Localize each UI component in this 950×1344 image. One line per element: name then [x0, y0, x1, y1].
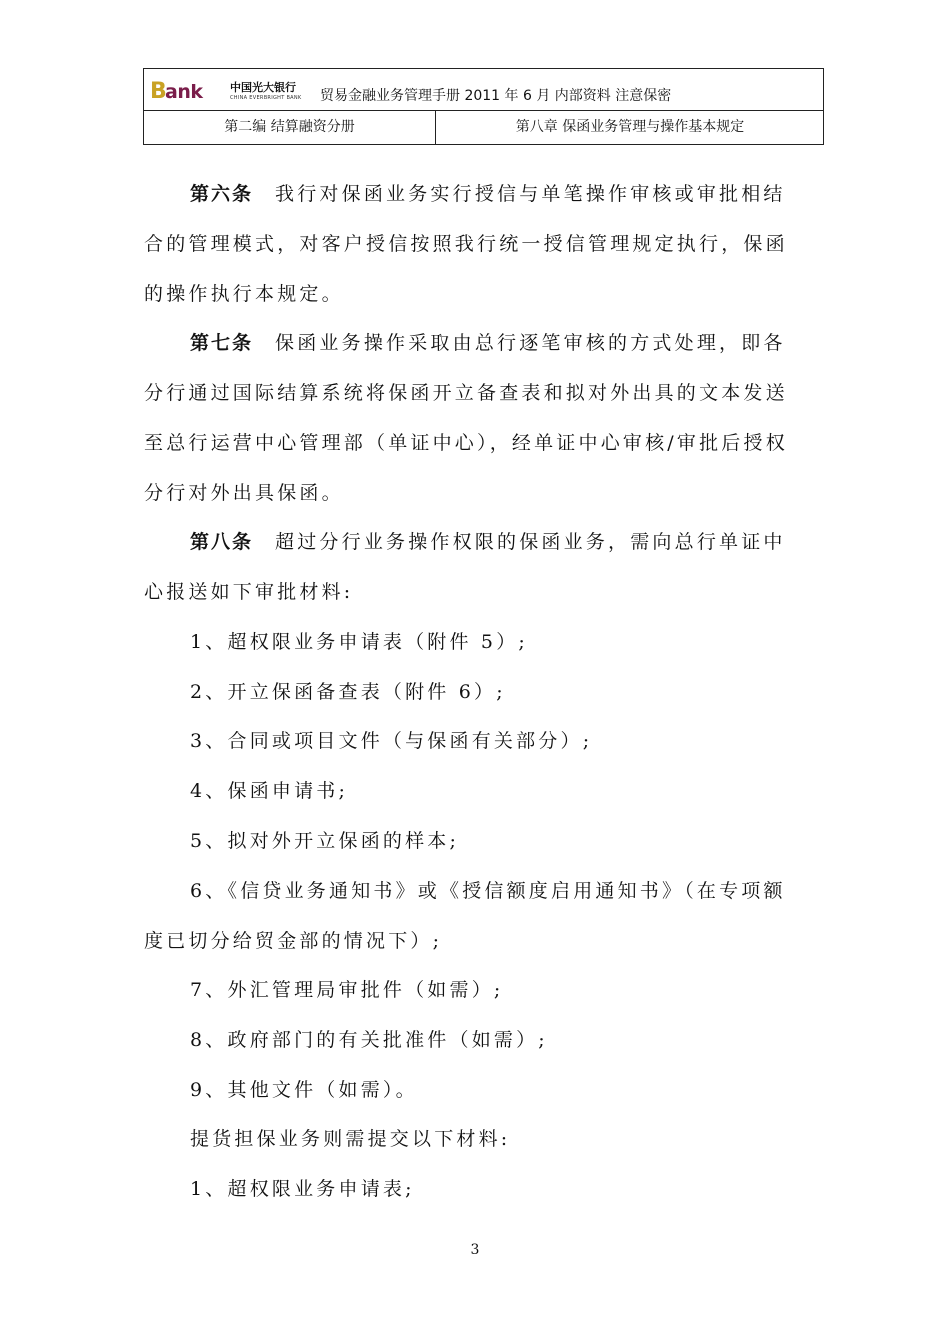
article-7-line-4: 分行对外出具保函。: [144, 482, 344, 504]
header-bottom-row: [144, 111, 823, 144]
article-8-line-2: 心报送如下审批材料:: [144, 581, 354, 603]
header-top-row: [144, 69, 823, 111]
list-item: 1、超权限业务申请表;: [190, 1178, 415, 1200]
logo-mark-b: B: [150, 79, 167, 104]
article-8-label: 第八条: [190, 531, 254, 553]
list-item: 2、开立保函备查表（附件 6）;: [190, 681, 506, 703]
page-number: 3: [470, 1242, 480, 1258]
article-6-text-1: 我行对保函业务实行授信与单笔操作审核或审批相结: [275, 183, 786, 205]
manual-title: 贸易金融业务管理手册 2011 年 6 月 内部资料 注意保密: [320, 88, 672, 104]
article-7-text-1: 保函业务操作采取由总行逐笔审核的方式处理，即各: [275, 332, 786, 354]
paragraph-delivery-guarantee: 提货担保业务则需提交以下材料:: [190, 1128, 511, 1150]
bank-logo: [150, 81, 320, 107]
article-8-text-1: 超过分行业务操作权限的保函业务，需向总行单证中: [275, 531, 786, 553]
list-item: 5、拟对外开立保函的样本;: [190, 830, 460, 852]
logo-bank-name-en: CHINA EVERBRIGHT BANK: [230, 95, 302, 101]
logo-bank-name-cn: 中国光大银行: [230, 81, 296, 94]
article-6-line-3: 的操作执行本规定。: [144, 283, 344, 305]
list-item-continuation: 度已切分给贸金部的情况下）;: [144, 930, 443, 952]
logo-mark-rest: ank: [165, 81, 203, 103]
list-item: 6、《信贷业务通知书》或《授信额度启用通知书》（在专项额: [190, 880, 786, 902]
article-6-line-1: [190, 182, 786, 206]
section-volume: 第二编 结算融资分册: [144, 111, 436, 144]
article-7-label: 第七条: [190, 332, 254, 354]
list-item: 4、保函申请书;: [190, 780, 349, 802]
article-7-line-1: [190, 331, 786, 355]
list-item: 3、合同或项目文件（与保函有关部分）;: [190, 730, 593, 752]
list-item: 7、外汇管理局审批件（如需）;: [190, 979, 504, 1001]
article-6-line-2: 合的管理模式，对客户授信按照我行统一授信管理规定执行，保函: [144, 233, 788, 255]
article-7-line-3: 至总行运营中心管理部（单证中心），经单证中心审核/审批后授权: [144, 432, 788, 454]
list-item: 8、政府部门的有关批准件（如需）;: [190, 1029, 548, 1051]
article-8-line-1: [190, 530, 786, 554]
article-6-label: 第六条: [190, 183, 254, 205]
page-header: [143, 68, 824, 145]
section-chapter: 第八章 保函业务管理与操作基本规定: [515, 119, 745, 135]
article-7-line-2: 分行通过国际结算系统将保函开立备查表和拟对外出具的文本发送: [144, 382, 788, 404]
list-item: 1、超权限业务申请表（附件 5）;: [190, 631, 529, 653]
list-item: 9、其他文件（如需）。: [190, 1079, 418, 1101]
